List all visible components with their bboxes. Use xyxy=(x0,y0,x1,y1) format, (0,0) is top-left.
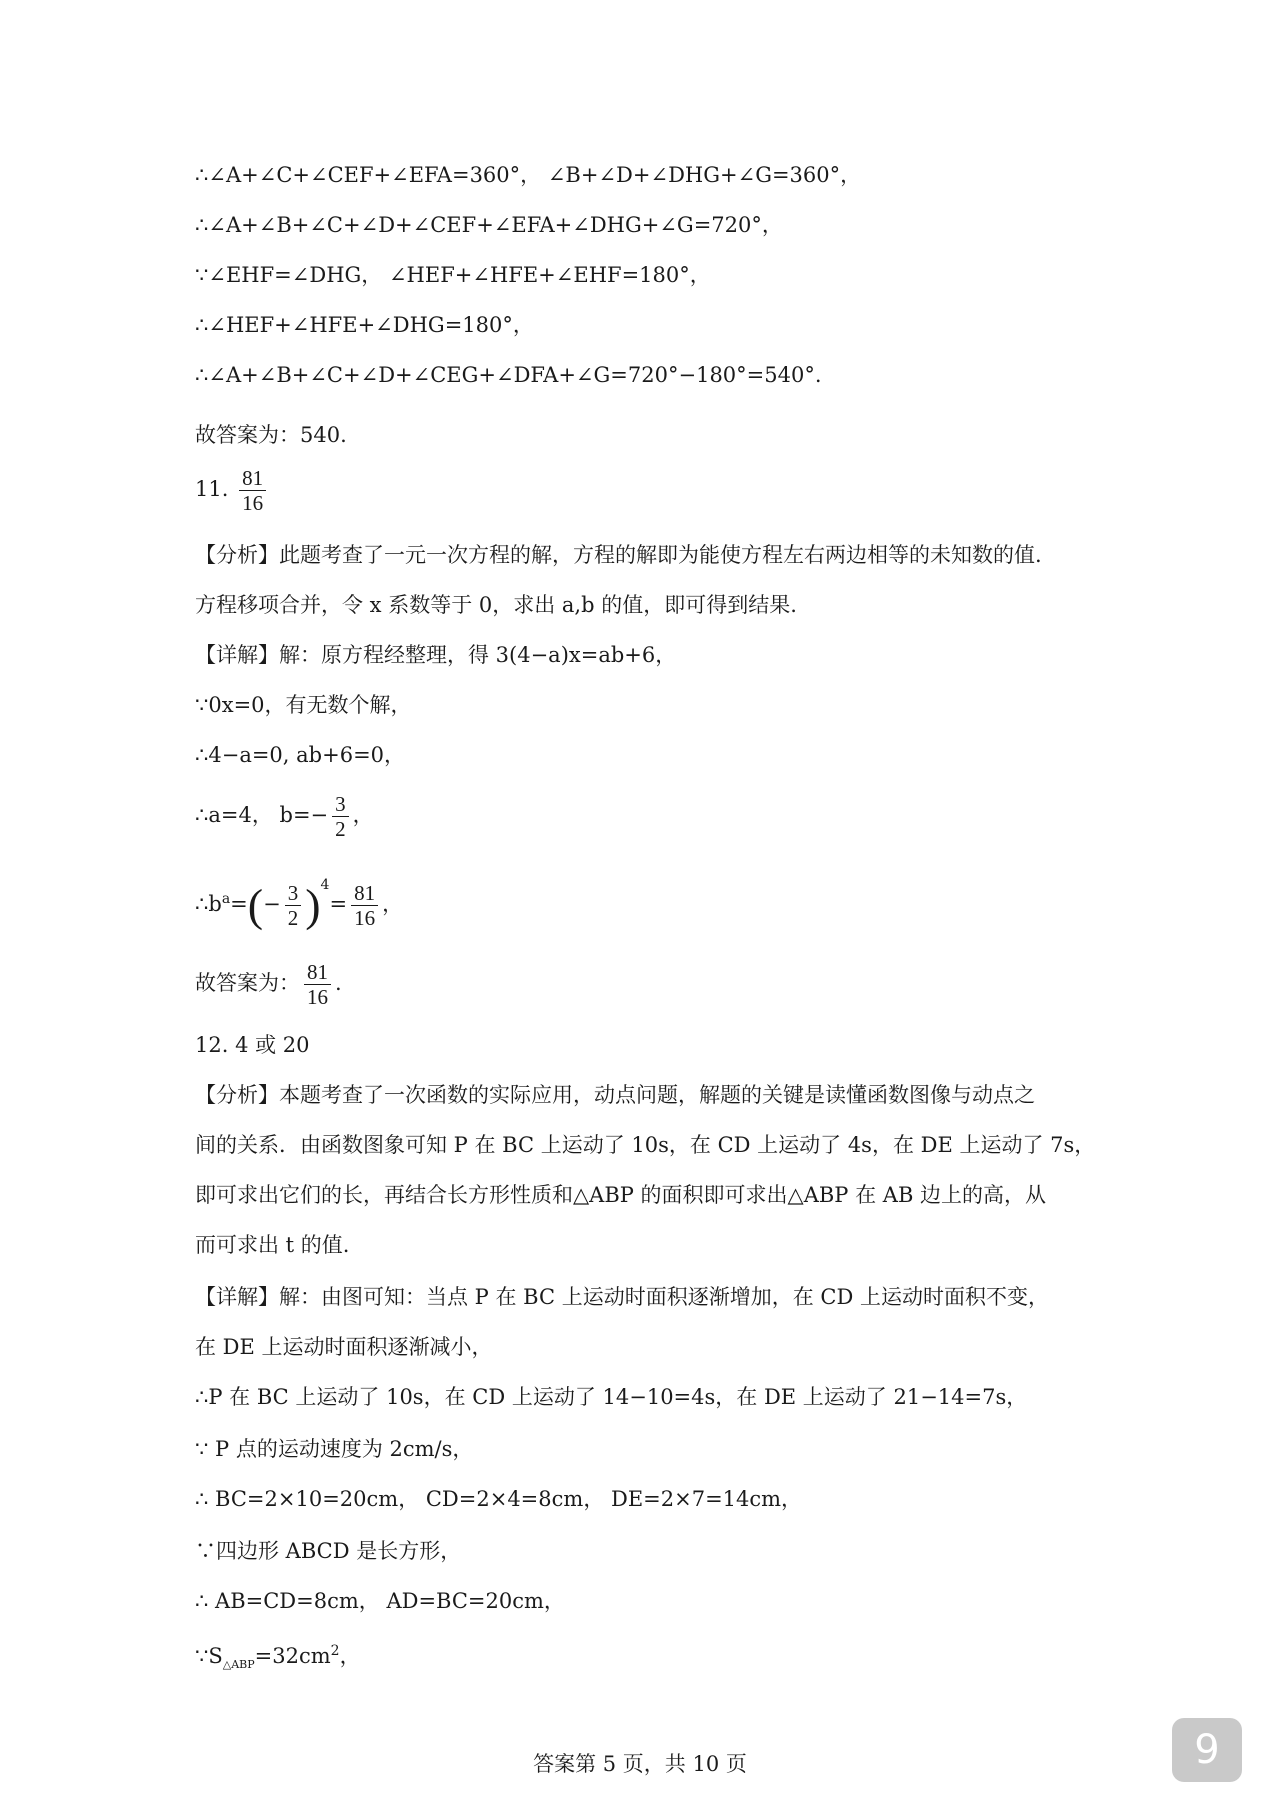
text-line: 12. 4 或 20 xyxy=(195,1033,310,1057)
fraction xyxy=(304,960,331,1009)
area-line xyxy=(195,1636,1130,1680)
denominator: 16 xyxy=(354,906,376,930)
text-line: ∵0x=0，有无数个解， xyxy=(195,693,412,717)
fraction xyxy=(285,881,302,930)
text-line: ∴P 在 BC 上运动了 10s，在 CD 上运动了 14−10=4s，在 DE 上运动了 21−14=7s， xyxy=(195,1385,1028,1409)
fraction xyxy=(239,466,266,515)
fraction xyxy=(332,792,349,841)
text-line: ∵四边形 ABCD 是长方形， xyxy=(195,1539,462,1563)
denominator: 2 xyxy=(335,817,346,841)
equation-text: ∴b xyxy=(195,892,222,916)
denominator: 16 xyxy=(307,985,328,1009)
text-line: ∴4−a=0, ab+6=0， xyxy=(195,743,406,767)
text-line: ∵∠EHF=∠DHG， ∠HEF+∠HFE+∠EHF=180°， xyxy=(195,263,711,287)
text-line: 即可求出它们的长，再结合长方形性质和△ABP 的面积即可求出△ABP 在 AB 边上的高，从 xyxy=(195,1183,1047,1207)
text-line: ∴∠A+∠B+∠C+∠D+∠CEF+∠EFA+∠DHG+∠G=720°， xyxy=(195,213,783,237)
subscript: △ABP xyxy=(222,1658,255,1672)
denominator: 2 xyxy=(287,906,299,930)
equation-text: =32cm xyxy=(254,1644,331,1668)
right-paren: ) xyxy=(305,879,321,931)
text-line: 方程移项合并，令 x 系数等于 0，求出 a,b 的值，即可得到结果. xyxy=(195,593,797,617)
page-number-badge: 9 xyxy=(1172,1718,1242,1782)
equation-text: ∵S xyxy=(195,1644,223,1668)
equation-line xyxy=(195,792,1130,841)
equals-sign: = xyxy=(230,892,248,916)
exponent: a xyxy=(221,891,231,907)
question-11-answer xyxy=(195,466,1130,515)
text-line: ∴∠HEF+∠HFE+∠DHG=180°， xyxy=(195,313,534,337)
equals-sign: = xyxy=(329,892,348,916)
text-line: ∴∠A+∠C+∠CEF+∠EFA=360°， ∠B+∠D+∠DHG+∠G=360°， xyxy=(195,163,862,187)
text-line: ∴ BC=2×10=20cm， CD=2×4=8cm， DE=2×7=14cm， xyxy=(195,1487,803,1511)
exponent: 2 xyxy=(330,1643,340,1659)
punctuation: ， xyxy=(339,1644,361,1668)
punctuation: ， xyxy=(382,892,404,916)
left-paren: ( xyxy=(247,879,264,931)
text-line: 而可求出 t 的值. xyxy=(195,1233,350,1257)
text-line: 间的关系．由函数图象可知 P 在 BC 上运动了 10s，在 CD 上运动了 4s，在 DE 上运动了 7s， xyxy=(195,1133,1096,1157)
text-line: 【分析】此题考查了一元一次方程的解，方程的解即为能使方程左右两边相等的未知数的值. xyxy=(195,543,1042,567)
text-line: 故答案为：540. xyxy=(195,423,347,447)
text-line: 【详解】解：原方程经整理，得 3(4−a)x=ab+6， xyxy=(195,643,677,667)
question-number: 11. xyxy=(195,477,229,501)
numerator: 3 xyxy=(332,792,349,817)
text-line: ∴ AB=CD=8cm， AD=BC=20cm， xyxy=(195,1589,565,1613)
exponent: 4 xyxy=(320,877,330,893)
page-footer: 答案第 5 页，共 10 页 xyxy=(533,1752,747,1776)
equation-text: ∴a=4， b=− xyxy=(195,803,329,827)
fraction xyxy=(351,881,378,930)
text-line: ∴∠A+∠B+∠C+∠D+∠CEG+∠DFA+∠G=720°−180°=540°. xyxy=(195,363,822,387)
text-line: 【详解】解：由图可知：当点 P 在 BC 上运动时面积逐渐增加，在 CD 上运动时面积不变， xyxy=(195,1285,1049,1309)
punctuation: ， xyxy=(352,803,374,827)
numerator: 81 xyxy=(239,466,266,491)
denominator: 16 xyxy=(242,491,264,515)
text-line: ∵ P 点的运动速度为 2cm/s， xyxy=(195,1437,474,1461)
answer-line xyxy=(195,960,1130,1009)
numerator: 81 xyxy=(351,881,378,906)
text-line: 在 DE 上运动时面积逐渐减小， xyxy=(195,1335,493,1359)
answer-label: 故答案为： xyxy=(195,971,300,995)
punctuation: . xyxy=(335,971,342,995)
equation-line xyxy=(195,870,1130,930)
minus-sign: − xyxy=(263,892,281,916)
text-line: 【分析】本题考查了一次函数的实际应用，动点问题，解题的关键是读懂函数图像与动点之 xyxy=(195,1083,1035,1107)
numerator: 3 xyxy=(285,881,302,906)
numerator: 81 xyxy=(304,960,331,985)
